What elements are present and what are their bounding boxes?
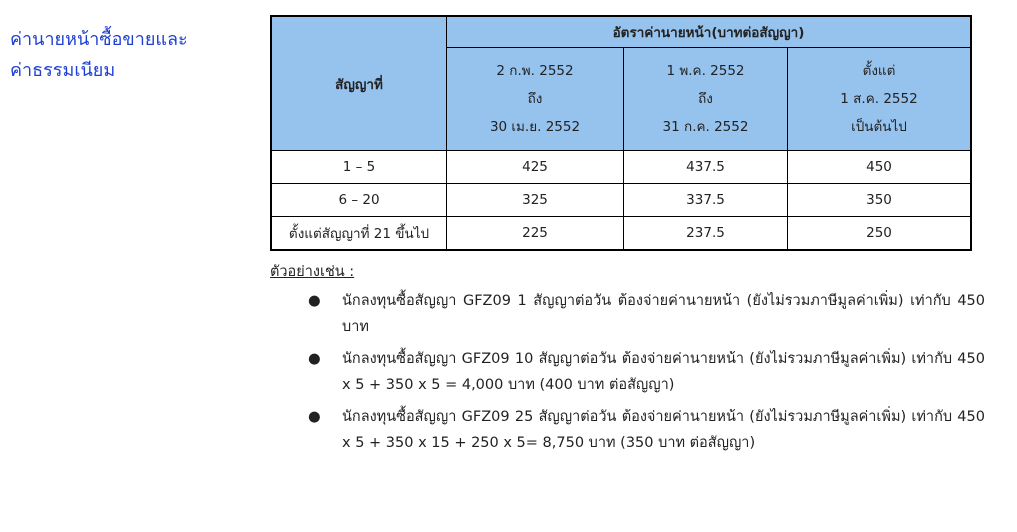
period-header-3 — [788, 48, 972, 151]
commission-rate-table — [270, 15, 972, 251]
bullet-icon: ● — [308, 351, 321, 367]
section-title-line2: ค่าธรรมเนียม — [10, 60, 116, 81]
rate-cell: 250 — [788, 217, 972, 251]
contract-range-cell: ตั้งแต่สัญญาที่ 21 ขึ้นไป — [271, 217, 447, 251]
example-text: นักลงทุนซื้อสัญญา GFZ09 10 สัญญาต่อวัน ต้องจ่ายค่านายหน้า (ยังไม่รวมภาษีมูลค่าเพิ่ม) เท่ากับ 450 x 5 + 350 x 5 = 4,000 บาท (400 บาท ต่อสัญญา) — [342, 351, 985, 393]
section-title — [10, 24, 240, 86]
rate-cell: 225 — [447, 217, 624, 251]
period-header-2 — [624, 48, 788, 151]
period-1-to: ถึง — [527, 91, 543, 107]
section-title-line1: ค่านายหน้าซื้อขายและ — [10, 29, 188, 50]
period-3-date: 1 ส.ค. 2552 — [840, 91, 918, 107]
rate-column-header: อัตราค่านายหน้า(บาทต่อสัญญา) — [447, 16, 972, 48]
period-header-1 — [447, 48, 624, 151]
rate-cell: 350 — [788, 184, 972, 217]
period-1-end: 30 เม.ย. 2552 — [489, 119, 581, 135]
rate-cell: 450 — [788, 151, 972, 184]
table-row — [271, 217, 971, 251]
table-row — [271, 184, 971, 217]
rate-cell: 237.5 — [624, 217, 788, 251]
rate-cell: 337.5 — [624, 184, 788, 217]
period-2-start: 1 พ.ค. 2552 — [666, 63, 745, 79]
rate-cell: 325 — [447, 184, 624, 217]
list-item — [270, 346, 985, 398]
bullet-icon: ● — [308, 293, 321, 309]
period-2-to: ถึง — [698, 91, 713, 107]
example-text: นักลงทุนซื้อสัญญา GFZ09 25 สัญญาต่อวัน ต้องจ่ายค่านายหน้า (ยังไม่รวมภาษีมูลค่าเพิ่ม) เท่ากับ 450 x 5 + 350 x 15 + 250 x 5= 8,750 บาท (350 บาท ต่อสัญญา) — [342, 409, 985, 451]
example-text: นักลงทุนซื้อสัญญา GFZ09 1 สัญญาต่อวัน ต้องจ่ายค่านายหน้า (ยังไม่รวมภาษีมูลค่าเพิ่ม) เท่ากับ 450 บาท — [342, 293, 985, 335]
contract-column-header: สัญญาที่ — [271, 16, 447, 151]
list-item — [270, 288, 985, 340]
examples-section — [270, 260, 985, 462]
rate-cell: 425 — [447, 151, 624, 184]
list-item — [270, 404, 985, 456]
contract-range-cell: 1 – 5 — [271, 151, 447, 184]
rate-cell: 437.5 — [624, 151, 788, 184]
contract-range-cell: 6 – 20 — [271, 184, 447, 217]
examples-list — [270, 288, 985, 456]
period-3-start: ตั้งแต่ — [862, 63, 896, 79]
period-2-end: 31 ก.ค. 2552 — [662, 119, 749, 135]
examples-heading: ตัวอย่างเช่น : — [270, 264, 355, 280]
period-3-end: เป็นต้นไป — [851, 119, 907, 135]
bullet-icon: ● — [308, 409, 321, 425]
table-row — [271, 151, 971, 184]
period-1-start: 2 ก.พ. 2552 — [496, 63, 574, 79]
